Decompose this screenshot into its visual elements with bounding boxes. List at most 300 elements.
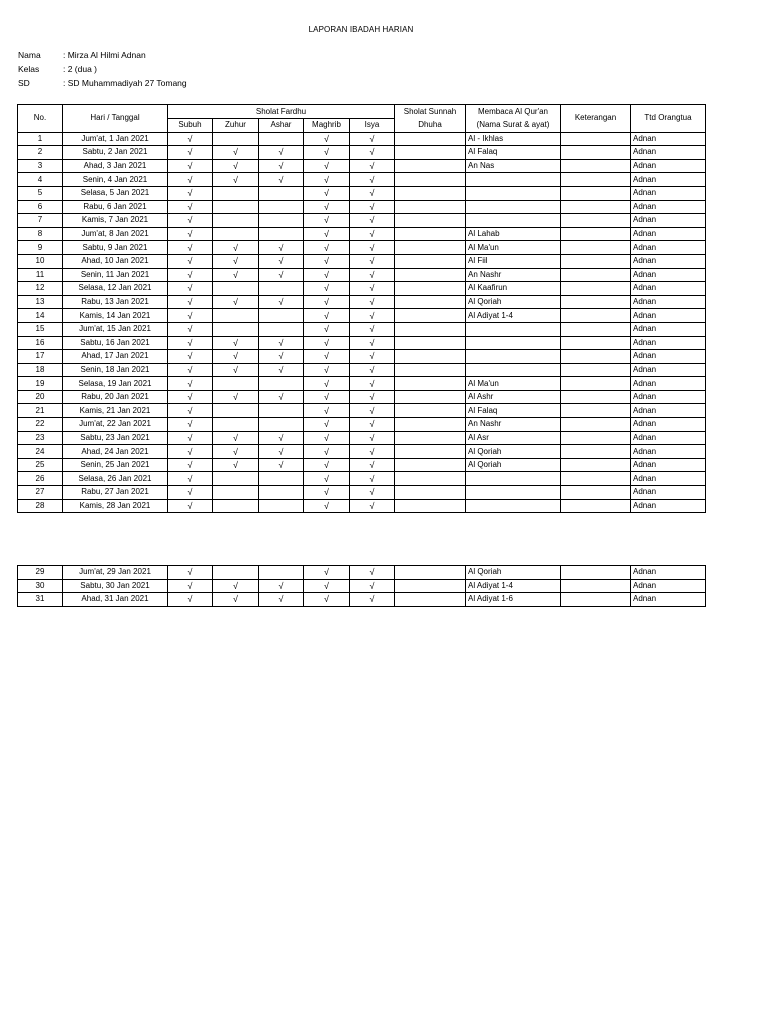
cell-subuh: √	[168, 254, 213, 268]
cell-ttd: Adnan	[631, 418, 706, 432]
cell-zuhur: √	[213, 241, 259, 255]
cell-isya: √	[350, 579, 395, 593]
cell-quran	[466, 214, 561, 228]
cell-ttd: Adnan	[631, 132, 706, 146]
cell-ashar	[259, 227, 304, 241]
cell-date: Selasa, 5 Jan 2021	[63, 186, 168, 200]
cell-isya: √	[350, 404, 395, 418]
cell-maghrib: √	[304, 309, 350, 323]
cell-ttd: Adnan	[631, 566, 706, 580]
cell-keterangan	[561, 241, 631, 255]
cell-quran: Al Fiil	[466, 254, 561, 268]
cell-zuhur: √	[213, 593, 259, 607]
cell-keterangan	[561, 458, 631, 472]
header-no: No.	[18, 105, 63, 133]
table-row	[18, 214, 706, 228]
header-quran	[466, 105, 561, 133]
cell-ttd: Adnan	[631, 241, 706, 255]
cell-keterangan	[561, 431, 631, 445]
cell-quran: Al Ma'un	[466, 377, 561, 391]
header-dhuha-line2: Dhuha	[418, 120, 442, 130]
header-ttd: Ttd Orangtua	[631, 105, 706, 133]
cell-isya: √	[350, 322, 395, 336]
cell-dhuha	[395, 579, 466, 593]
cell-isya: √	[350, 350, 395, 364]
cell-quran: Al Falaq	[466, 404, 561, 418]
cell-maghrib: √	[304, 200, 350, 214]
cell-ttd: Adnan	[631, 458, 706, 472]
cell-subuh: √	[168, 309, 213, 323]
cell-maghrib: √	[304, 431, 350, 445]
cell-zuhur: √	[213, 295, 259, 309]
cell-subuh: √	[168, 390, 213, 404]
cell-date: Rabu, 20 Jan 2021	[63, 390, 168, 404]
cell-no: 5	[18, 186, 63, 200]
cell-no: 22	[18, 418, 63, 432]
cell-quran: Al Qoriah	[466, 295, 561, 309]
cell-subuh: √	[168, 241, 213, 255]
cell-subuh: √	[168, 295, 213, 309]
cell-maghrib: √	[304, 282, 350, 296]
cell-ttd: Adnan	[631, 390, 706, 404]
cell-ttd: Adnan	[631, 486, 706, 500]
cell-maghrib: √	[304, 268, 350, 282]
cell-isya: √	[350, 458, 395, 472]
cell-date: Jum'at, 22 Jan 2021	[63, 418, 168, 432]
cell-zuhur	[213, 186, 259, 200]
cell-isya: √	[350, 214, 395, 228]
cell-dhuha	[395, 499, 466, 513]
cell-no: 3	[18, 159, 63, 173]
cell-zuhur: √	[213, 268, 259, 282]
cell-isya: √	[350, 146, 395, 160]
cell-zuhur: √	[213, 254, 259, 268]
cell-keterangan	[561, 254, 631, 268]
cell-isya: √	[350, 566, 395, 580]
cell-subuh: √	[168, 579, 213, 593]
cell-ttd: Adnan	[631, 173, 706, 187]
cell-ashar	[259, 186, 304, 200]
header-maghrib: Maghrib	[304, 119, 350, 133]
cell-ttd: Adnan	[631, 445, 706, 459]
cell-dhuha	[395, 200, 466, 214]
cell-no: 6	[18, 200, 63, 214]
table-row	[18, 472, 706, 486]
cell-keterangan	[561, 486, 631, 500]
table-row	[18, 579, 706, 593]
table-row	[18, 146, 706, 160]
table-row	[18, 404, 706, 418]
cell-dhuha	[395, 390, 466, 404]
cell-isya: √	[350, 159, 395, 173]
cell-subuh: √	[168, 486, 213, 500]
cell-quran	[466, 363, 561, 377]
cell-maghrib: √	[304, 146, 350, 160]
table-row	[18, 458, 706, 472]
cell-maghrib: √	[304, 159, 350, 173]
cell-dhuha	[395, 186, 466, 200]
cell-zuhur: √	[213, 336, 259, 350]
cell-keterangan	[561, 418, 631, 432]
cell-dhuha	[395, 322, 466, 336]
cell-no: 10	[18, 254, 63, 268]
cell-subuh: √	[168, 458, 213, 472]
cell-ttd: Adnan	[631, 146, 706, 160]
cell-date: Ahad, 10 Jan 2021	[63, 254, 168, 268]
cell-dhuha	[395, 254, 466, 268]
cell-quran	[466, 322, 561, 336]
cell-date: Ahad, 31 Jan 2021	[63, 593, 168, 607]
cell-ashar: √	[259, 363, 304, 377]
cell-isya: √	[350, 390, 395, 404]
cell-quran: Al Qoriah	[466, 445, 561, 459]
cell-isya: √	[350, 200, 395, 214]
cell-ashar: √	[259, 159, 304, 173]
cell-dhuha	[395, 445, 466, 459]
cell-isya: √	[350, 295, 395, 309]
cell-subuh: √	[168, 431, 213, 445]
header-subuh: Subuh	[168, 119, 213, 133]
cell-ashar	[259, 200, 304, 214]
cell-no: 11	[18, 268, 63, 282]
cell-date: Jum'at, 29 Jan 2021	[63, 566, 168, 580]
header-dhuha-line1: Sholat Sunnah	[403, 107, 457, 117]
cell-keterangan	[561, 159, 631, 173]
table-row	[18, 593, 706, 607]
cell-isya: √	[350, 431, 395, 445]
table-row	[18, 377, 706, 391]
cell-zuhur	[213, 132, 259, 146]
cell-no: 24	[18, 445, 63, 459]
table-row	[18, 309, 706, 323]
cell-maghrib: √	[304, 132, 350, 146]
cell-no: 28	[18, 499, 63, 513]
table-row	[18, 322, 706, 336]
cell-quran: Al Kaafirun	[466, 282, 561, 296]
table-row	[18, 418, 706, 432]
cell-date: Selasa, 19 Jan 2021	[63, 377, 168, 391]
cell-dhuha	[395, 377, 466, 391]
cell-ttd: Adnan	[631, 254, 706, 268]
cell-ashar	[259, 404, 304, 418]
cell-quran	[466, 173, 561, 187]
cell-no: 15	[18, 322, 63, 336]
cell-keterangan	[561, 227, 631, 241]
cell-date: Rabu, 6 Jan 2021	[63, 200, 168, 214]
cell-subuh: √	[168, 445, 213, 459]
cell-zuhur: √	[213, 173, 259, 187]
cell-dhuha	[395, 173, 466, 187]
cell-isya: √	[350, 132, 395, 146]
cell-dhuha	[395, 268, 466, 282]
cell-no: 29	[18, 566, 63, 580]
cell-subuh: √	[168, 377, 213, 391]
cell-keterangan	[561, 363, 631, 377]
cell-date: Kamis, 28 Jan 2021	[63, 499, 168, 513]
info-value: : SD Muhammadiyah 27 Tomang	[63, 78, 187, 88]
cell-keterangan	[561, 336, 631, 350]
cell-ttd: Adnan	[631, 404, 706, 418]
header-zuhur: Zuhur	[213, 119, 259, 133]
cell-date: Jum'at, 1 Jan 2021	[63, 132, 168, 146]
table-row	[18, 499, 706, 513]
cell-keterangan	[561, 282, 631, 296]
cell-quran: Al Qoriah	[466, 566, 561, 580]
cell-zuhur: √	[213, 146, 259, 160]
cell-quran: Al Ma'un	[466, 241, 561, 255]
cell-date: Rabu, 13 Jan 2021	[63, 295, 168, 309]
cell-ttd: Adnan	[631, 268, 706, 282]
cell-ttd: Adnan	[631, 186, 706, 200]
cell-ashar: √	[259, 173, 304, 187]
cell-zuhur: √	[213, 458, 259, 472]
cell-ttd: Adnan	[631, 499, 706, 513]
cell-maghrib: √	[304, 499, 350, 513]
cell-quran	[466, 200, 561, 214]
cell-isya: √	[350, 186, 395, 200]
table-row	[18, 350, 706, 364]
cell-ttd: Adnan	[631, 363, 706, 377]
cell-keterangan	[561, 146, 631, 160]
cell-subuh: √	[168, 350, 213, 364]
cell-ashar: √	[259, 254, 304, 268]
cell-dhuha	[395, 418, 466, 432]
cell-maghrib: √	[304, 227, 350, 241]
cell-subuh: √	[168, 499, 213, 513]
cell-no: 2	[18, 146, 63, 160]
cell-date: Senin, 25 Jan 2021	[63, 458, 168, 472]
cell-keterangan	[561, 593, 631, 607]
cell-ashar	[259, 499, 304, 513]
cell-date: Sabtu, 30 Jan 2021	[63, 579, 168, 593]
table-row	[18, 431, 706, 445]
cell-date: Rabu, 27 Jan 2021	[63, 486, 168, 500]
cell-ashar: √	[259, 350, 304, 364]
cell-zuhur: √	[213, 390, 259, 404]
cell-maghrib: √	[304, 458, 350, 472]
cell-ttd: Adnan	[631, 214, 706, 228]
cell-maghrib: √	[304, 186, 350, 200]
cell-isya: √	[350, 499, 395, 513]
cell-quran	[466, 336, 561, 350]
cell-zuhur	[213, 377, 259, 391]
cell-quran	[466, 186, 561, 200]
cell-zuhur	[213, 472, 259, 486]
cell-keterangan	[561, 404, 631, 418]
table-row	[18, 241, 706, 255]
cell-zuhur	[213, 282, 259, 296]
cell-dhuha	[395, 282, 466, 296]
cell-maghrib: √	[304, 390, 350, 404]
cell-ttd: Adnan	[631, 295, 706, 309]
cell-dhuha	[395, 593, 466, 607]
cell-ttd: Adnan	[631, 200, 706, 214]
cell-quran: Al Asr	[466, 431, 561, 445]
cell-no: 7	[18, 214, 63, 228]
cell-ashar: √	[259, 336, 304, 350]
header-quran-line1: Membaca Al Qur'an	[477, 107, 548, 117]
cell-quran	[466, 499, 561, 513]
cell-keterangan	[561, 390, 631, 404]
cell-isya: √	[350, 363, 395, 377]
info-value: : 2 (dua )	[63, 64, 98, 74]
table-row	[18, 159, 706, 173]
cell-no: 12	[18, 282, 63, 296]
cell-subuh: √	[168, 472, 213, 486]
report-table-main	[17, 104, 706, 513]
cell-maghrib: √	[304, 254, 350, 268]
cell-date: Jum'at, 15 Jan 2021	[63, 322, 168, 336]
cell-keterangan	[561, 566, 631, 580]
cell-date: Selasa, 12 Jan 2021	[63, 282, 168, 296]
cell-subuh: √	[168, 186, 213, 200]
table-row	[18, 186, 706, 200]
cell-ttd: Adnan	[631, 472, 706, 486]
cell-dhuha	[395, 214, 466, 228]
cell-keterangan	[561, 132, 631, 146]
cell-no: 16	[18, 336, 63, 350]
table-row	[18, 486, 706, 500]
header-ashar: Ashar	[259, 119, 304, 133]
cell-isya: √	[350, 418, 395, 432]
cell-maghrib: √	[304, 363, 350, 377]
cell-no: 19	[18, 377, 63, 391]
cell-dhuha	[395, 159, 466, 173]
cell-quran: An Nas	[466, 159, 561, 173]
cell-subuh: √	[168, 282, 213, 296]
cell-zuhur	[213, 227, 259, 241]
table-row	[18, 363, 706, 377]
cell-isya: √	[350, 593, 395, 607]
cell-no: 8	[18, 227, 63, 241]
cell-no: 13	[18, 295, 63, 309]
cell-zuhur	[213, 499, 259, 513]
cell-date: Senin, 11 Jan 2021	[63, 268, 168, 282]
cell-quran: Al Ashr	[466, 390, 561, 404]
cell-keterangan	[561, 186, 631, 200]
cell-ashar	[259, 418, 304, 432]
cell-subuh: √	[168, 268, 213, 282]
table-row	[18, 295, 706, 309]
cell-subuh: √	[168, 336, 213, 350]
table-row	[18, 254, 706, 268]
cell-dhuha	[395, 363, 466, 377]
header-isya: Isya	[350, 119, 395, 133]
cell-zuhur	[213, 200, 259, 214]
table-row	[18, 566, 706, 580]
cell-ashar: √	[259, 146, 304, 160]
cell-subuh: √	[168, 404, 213, 418]
header-quran-line2: (Nama Surat & ayat)	[476, 120, 550, 130]
cell-no: 9	[18, 241, 63, 255]
cell-ashar: √	[259, 268, 304, 282]
cell-ashar: √	[259, 431, 304, 445]
cell-maghrib: √	[304, 322, 350, 336]
cell-ashar	[259, 309, 304, 323]
report-table-continued	[17, 565, 706, 607]
table-row	[18, 282, 706, 296]
cell-isya: √	[350, 377, 395, 391]
cell-zuhur	[213, 486, 259, 500]
cell-quran: An Nashr	[466, 418, 561, 432]
cell-maghrib: √	[304, 445, 350, 459]
cell-ttd: Adnan	[631, 593, 706, 607]
cell-keterangan	[561, 214, 631, 228]
cell-keterangan	[561, 350, 631, 364]
cell-date: Sabtu, 16 Jan 2021	[63, 336, 168, 350]
cell-maghrib: √	[304, 241, 350, 255]
cell-isya: √	[350, 254, 395, 268]
cell-dhuha	[395, 336, 466, 350]
cell-keterangan	[561, 377, 631, 391]
cell-isya: √	[350, 268, 395, 282]
cell-ashar: √	[259, 458, 304, 472]
cell-ttd: Adnan	[631, 227, 706, 241]
cell-ttd: Adnan	[631, 159, 706, 173]
cell-isya: √	[350, 336, 395, 350]
info-label: Nama	[18, 50, 41, 60]
cell-dhuha	[395, 431, 466, 445]
cell-zuhur	[213, 418, 259, 432]
cell-maghrib: √	[304, 350, 350, 364]
cell-no: 26	[18, 472, 63, 486]
cell-subuh: √	[168, 173, 213, 187]
cell-quran: An Nashr	[466, 268, 561, 282]
cell-isya: √	[350, 282, 395, 296]
header-keterangan: Keterangan	[561, 105, 631, 133]
cell-maghrib: √	[304, 336, 350, 350]
info-value: : Mirza Al Hilmi Adnan	[63, 50, 146, 60]
cell-no: 21	[18, 404, 63, 418]
cell-subuh: √	[168, 418, 213, 432]
cell-ashar	[259, 566, 304, 580]
cell-date: Sabtu, 23 Jan 2021	[63, 431, 168, 445]
cell-zuhur: √	[213, 350, 259, 364]
cell-dhuha	[395, 458, 466, 472]
cell-subuh: √	[168, 322, 213, 336]
cell-subuh: √	[168, 214, 213, 228]
cell-quran	[466, 350, 561, 364]
table-row	[18, 200, 706, 214]
cell-keterangan	[561, 268, 631, 282]
cell-keterangan	[561, 173, 631, 187]
cell-maghrib: √	[304, 486, 350, 500]
cell-ashar	[259, 282, 304, 296]
table-row	[18, 336, 706, 350]
cell-ashar: √	[259, 445, 304, 459]
cell-zuhur: √	[213, 445, 259, 459]
cell-dhuha	[395, 132, 466, 146]
cell-maghrib: √	[304, 418, 350, 432]
cell-no: 25	[18, 458, 63, 472]
cell-quran: Al Lahab	[466, 227, 561, 241]
table-row	[18, 445, 706, 459]
cell-subuh: √	[168, 363, 213, 377]
cell-no: 17	[18, 350, 63, 364]
table-row	[18, 132, 706, 146]
info-label: Kelas	[18, 64, 40, 74]
table-body-part2	[18, 566, 706, 607]
cell-ashar	[259, 322, 304, 336]
cell-keterangan	[561, 472, 631, 486]
cell-ashar	[259, 472, 304, 486]
cell-no: 31	[18, 593, 63, 607]
cell-dhuha	[395, 472, 466, 486]
cell-keterangan	[561, 579, 631, 593]
cell-ttd: Adnan	[631, 431, 706, 445]
info-label: SD	[18, 78, 30, 88]
table-row	[18, 173, 706, 187]
